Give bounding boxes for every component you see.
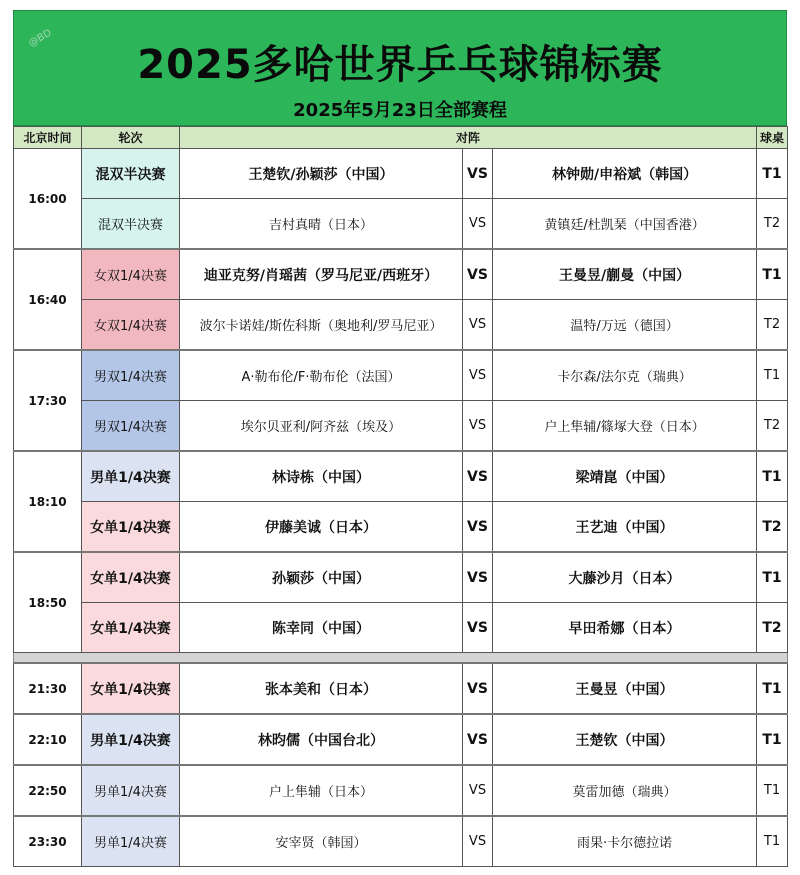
vs-label: VS <box>463 816 493 867</box>
table-number: T1 <box>757 714 788 765</box>
player1-cell: 波尔卡诺娃/斯佐科斯（奥地利/罗马尼亚） <box>180 300 463 351</box>
player2-cell: 王曼昱/蒯曼（中国） <box>493 249 757 300</box>
table-number: T1 <box>757 816 788 867</box>
table-number: T1 <box>757 552 788 603</box>
player1-cell: 伊藤美诚（日本） <box>180 502 463 553</box>
player1-cell: 林昀儒（中国台北） <box>180 714 463 765</box>
player1-cell: 安宰贤（韩国） <box>180 816 463 867</box>
col-match: 对阵 <box>180 127 757 149</box>
col-table: 球桌 <box>757 127 788 149</box>
time-cell: 22:10 <box>14 714 82 765</box>
round-cell: 女单1/4决赛 <box>82 502 180 553</box>
table-row <box>14 451 788 502</box>
time-cell: 18:10 <box>14 451 82 552</box>
player2-cell: 王曼昱（中国） <box>493 663 757 714</box>
player2-cell: 早田希娜（日本） <box>493 603 757 653</box>
round-cell: 男双1/4决赛 <box>82 401 180 452</box>
table-row <box>14 663 788 714</box>
table-row <box>14 552 788 603</box>
page-subtitle: 2025年5月23日全部赛程 <box>293 100 507 121</box>
round-cell: 男单1/4决赛 <box>82 816 180 867</box>
page-title: 2025多哈世界乒乓球锦标赛 <box>137 42 663 88</box>
player2-cell: 大藤沙月（日本） <box>493 552 757 603</box>
vs-label: VS <box>463 451 493 502</box>
player2-cell: 户上隼辅/篠塚大登（日本） <box>493 401 757 452</box>
table-number: T2 <box>757 603 788 653</box>
table-number: T1 <box>757 451 788 502</box>
table-row <box>14 816 788 867</box>
vs-label: VS <box>463 149 493 199</box>
col-time: 北京时间 <box>14 127 82 149</box>
vs-label: VS <box>463 249 493 300</box>
table-row <box>14 401 788 452</box>
player1-cell: 张本美和（日本） <box>180 663 463 714</box>
table-number: T1 <box>757 663 788 714</box>
player2-cell: 温特/万远（德国） <box>493 300 757 351</box>
vs-label: VS <box>463 300 493 351</box>
time-cell: 16:40 <box>14 249 82 350</box>
player1-cell: 吉村真晴（日本） <box>180 199 463 250</box>
player2-cell: 王楚钦（中国） <box>493 714 757 765</box>
watermark-logo: @BD <box>26 27 54 50</box>
table-number: T2 <box>757 300 788 351</box>
player2-cell: 梁靖崑（中国） <box>493 451 757 502</box>
player1-cell: 迪亚克努/肖瑶茜（罗马尼亚/西班牙） <box>180 249 463 300</box>
table-number: T2 <box>757 502 788 553</box>
round-cell: 女双1/4决赛 <box>82 300 180 351</box>
round-cell: 混双半决赛 <box>82 199 180 250</box>
player1-cell: 孙颖莎（中国） <box>180 552 463 603</box>
table-number: T1 <box>757 350 788 401</box>
table-number: T2 <box>757 199 788 250</box>
vs-label: VS <box>463 765 493 816</box>
time-cell: 17:30 <box>14 350 82 451</box>
player1-cell: 王楚钦/孙颖莎（中国） <box>180 149 463 199</box>
header-row <box>14 127 788 149</box>
player2-cell: 黄镇廷/杜凯琹（中国香港） <box>493 199 757 250</box>
table-row <box>14 300 788 351</box>
vs-label: VS <box>463 401 493 452</box>
player1-cell: 户上隼辅（日本） <box>180 765 463 816</box>
vs-label: VS <box>463 714 493 765</box>
vs-label: VS <box>463 502 493 553</box>
player2-cell: 莫雷加德（瑞典） <box>493 765 757 816</box>
time-cell: 16:00 <box>14 149 82 250</box>
table-number: T1 <box>757 765 788 816</box>
player2-cell: 卡尔森/法尔克（瑞典） <box>493 350 757 401</box>
time-cell: 22:50 <box>14 765 82 816</box>
round-cell: 男单1/4决赛 <box>82 714 180 765</box>
separator <box>14 653 788 664</box>
round-cell: 混双半决赛 <box>82 149 180 199</box>
schedule-table <box>13 126 788 867</box>
title-banner <box>13 10 787 126</box>
table-row <box>14 350 788 401</box>
player2-cell: 林钟勋/申裕斌（韩国） <box>493 149 757 199</box>
round-cell: 女单1/4决赛 <box>82 603 180 653</box>
vs-label: VS <box>463 199 493 250</box>
table-row <box>14 149 788 199</box>
player1-cell: 林诗栋（中国） <box>180 451 463 502</box>
vs-label: VS <box>463 350 493 401</box>
time-cell: 21:30 <box>14 663 82 714</box>
player1-cell: 陈幸同（中国） <box>180 603 463 653</box>
round-cell: 女单1/4决赛 <box>82 663 180 714</box>
table-row <box>14 502 788 553</box>
time-cell: 18:50 <box>14 552 82 653</box>
player2-cell: 雨果·卡尔德拉诺 <box>493 816 757 867</box>
player2-cell: 王艺迪（中国） <box>493 502 757 553</box>
round-cell: 女双1/4决赛 <box>82 249 180 300</box>
table-number: T1 <box>757 249 788 300</box>
round-cell: 男单1/4决赛 <box>82 765 180 816</box>
vs-label: VS <box>463 603 493 653</box>
table-number: T2 <box>757 401 788 452</box>
table-row <box>14 714 788 765</box>
time-cell: 23:30 <box>14 816 82 867</box>
round-cell: 女单1/4决赛 <box>82 552 180 603</box>
table-row <box>14 765 788 816</box>
vs-label: VS <box>463 552 493 603</box>
separator-row <box>14 653 788 664</box>
table-row <box>14 249 788 300</box>
round-cell: 男双1/4决赛 <box>82 350 180 401</box>
player1-cell: A·勒布伦/F·勒布伦（法国） <box>180 350 463 401</box>
player1-cell: 埃尔贝亚利/阿齐兹（埃及） <box>180 401 463 452</box>
table-row <box>14 199 788 250</box>
round-cell: 男单1/4决赛 <box>82 451 180 502</box>
vs-label: VS <box>463 663 493 714</box>
table-number: T1 <box>757 149 788 199</box>
table-row <box>14 603 788 653</box>
col-round: 轮次 <box>82 127 180 149</box>
